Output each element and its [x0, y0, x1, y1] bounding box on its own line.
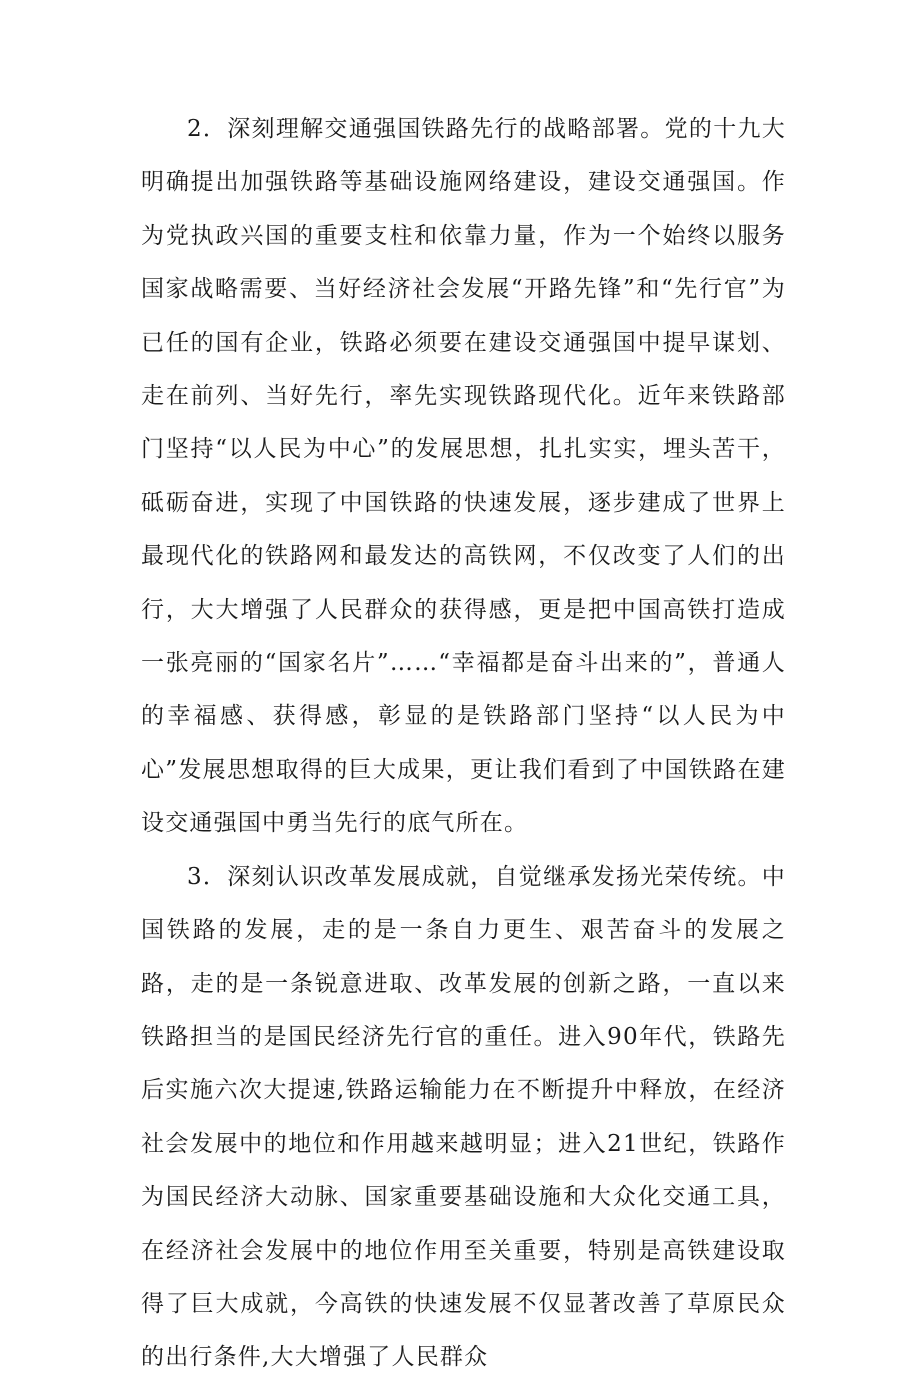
body-text	[141, 103, 786, 1385]
paragraph-2: 2．深刻理解交通强国铁路先行的战略部署。党的十九大明确提出加强铁路等基础设施网络建设，建设交通强国。作为党执政兴国的重要支柱和依靠力量，作为一个始终以服务国家战略需要、当好经济社会发展“开路先锋”和“先行官”为已任的国有企业，铁路必须要在建设交通强国中提早谋划、走在前列、当好先行，率先实现铁路现代化。近年来铁路部门坚持“以人民为中心”的发展思想，扎扎实实，埋头苦干，砥砺奋进，实现了中国铁路的快速发展，逐步建成了世界上最现代化的铁路网和最发达的高铁网，不仅改变了人们的出行，大大增强了人民群众的获得感，更是把中国高铁打造成一张亮丽的“国家名片”……“幸福都是奋斗出来的”，普通人的幸福感、获得感，彰显的是铁路部门坚持“以人民为中心”发展思想取得的巨大成果，更让我们看到了中国铁路在建设交通强国中勇当先行的底气所在。	[141, 116, 786, 837]
paragraph-3: 3．深刻认识改革发展成就，自觉继承发扬光荣传统。中国铁路的发展，走的是一条自力更生、艰苦奋斗的发展之路，走的是一条锐意进取、改革发展的创新之路，一直以来铁路担当的是国民经济先行官的重任。进入90年代，铁路先后实施六次大提速,铁路运输能力在不断提升中释放，在经济社会发展中的地位和作用越来越明显；进入21世纪，铁路作为国民经济大动脉、国家重要基础设施和大众化交通工具，在经济社会发展中的地位作用至关重要，特别是高铁建设取得了巨大成就，今高铁的快速发展不仅显著改善了草原民众的出行条件,大大增强了人民群众	[141, 863, 786, 1371]
